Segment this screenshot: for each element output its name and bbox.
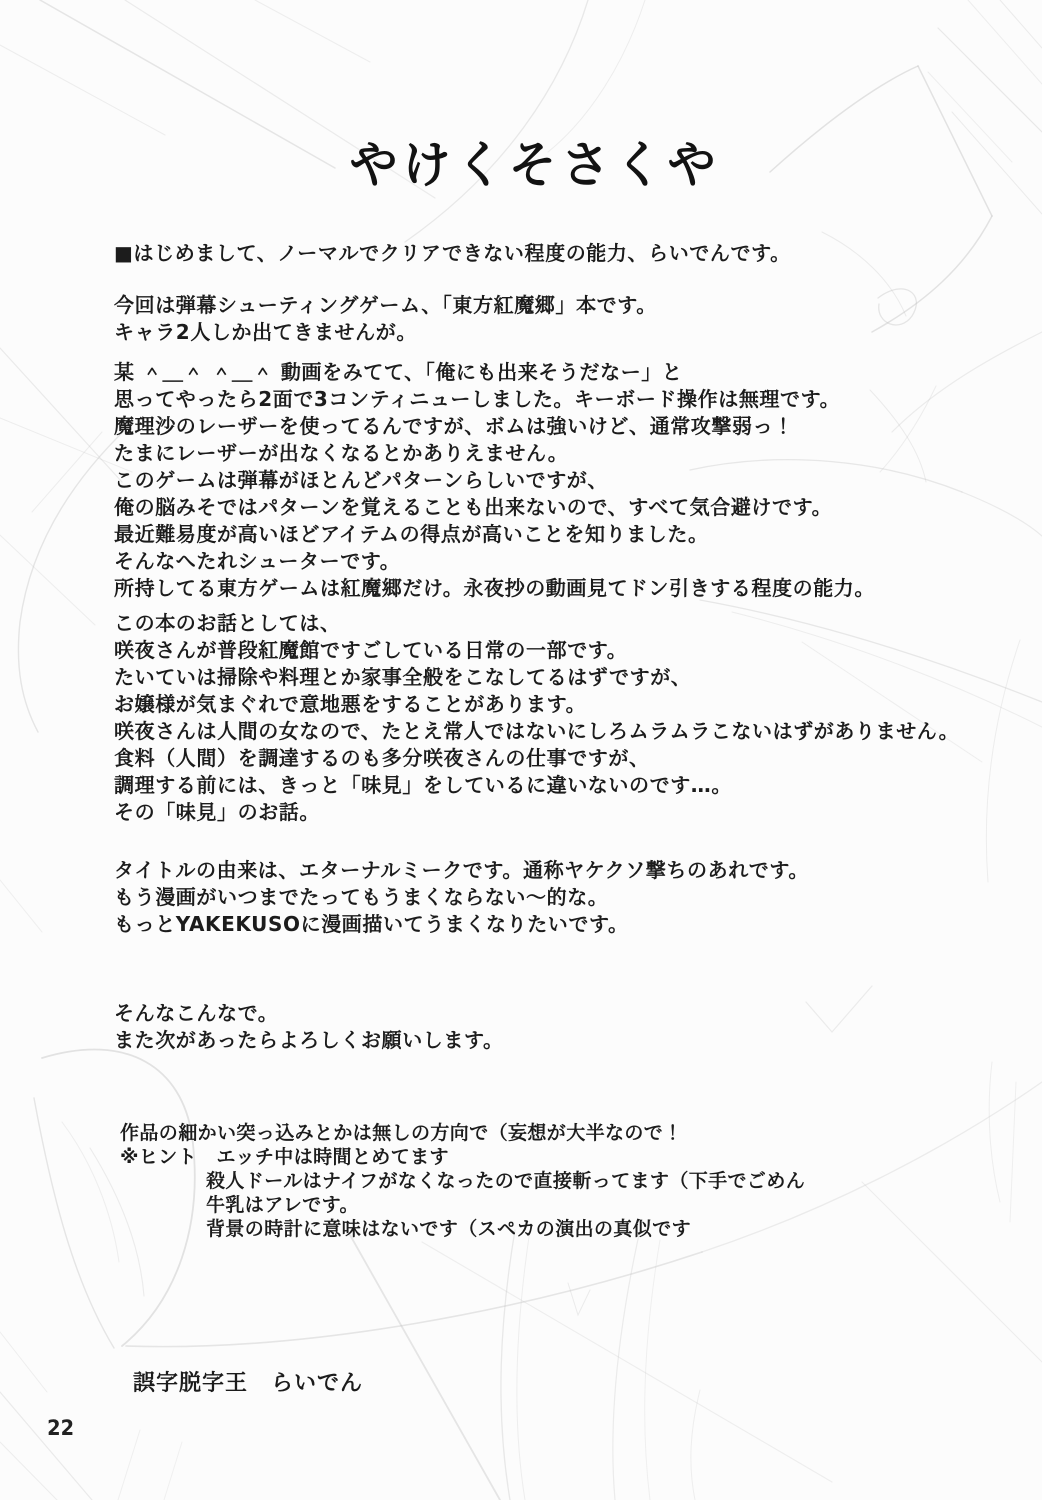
closing-paragraph bbox=[114, 1000, 504, 1054]
text-line: 俺の脳みそではパターンを覚えることも出来ないので、すべて気合避けです。 bbox=[114, 495, 833, 519]
text-line: そんなこんなで。 bbox=[114, 1001, 279, 1025]
book-intro-paragraph bbox=[114, 292, 657, 346]
intro-paragraph bbox=[114, 240, 791, 267]
text-line: 牛乳はアレです。 bbox=[206, 1194, 359, 1216]
text-line: キャラ2人しか出てきませんが。 bbox=[114, 320, 417, 344]
text-line: たいていは掃除や料理とか家事全般をこなしてるはずですが、 bbox=[114, 665, 692, 689]
text-line: 今回は弾幕シューティングゲーム、「東方紅魔郷」本です。 bbox=[114, 293, 657, 317]
text-line: 作品の細かい突っ込みとかは無しの方向で（妄想が大半なので！ bbox=[120, 1122, 683, 1144]
text-line: 所持してる東方ゲームは紅魔郷だけ。永夜抄の動画見てドン引きする程度の能力。 bbox=[114, 576, 875, 600]
text-line: 食料（人間）を調達するのも多分咲夜さんの仕事ですが、 bbox=[114, 746, 650, 770]
page-number: 22 bbox=[47, 1416, 75, 1440]
text-line: また次があったらよろしくお願いします。 bbox=[114, 1028, 504, 1052]
text-line: タイトルの由来は、エターナルミークです。通称ヤケクソ撃ちのあれです。 bbox=[114, 858, 809, 882]
text-line: 背景の時計に意味はないです（スペカの演出の真似です bbox=[206, 1218, 692, 1240]
text-line: ※ヒント エッチ中は時間とめてます bbox=[120, 1146, 449, 1168]
author-credit: 誤字脱字王 らいでん bbox=[133, 1371, 364, 1396]
text-line: ■はじめまして、ノーマルでクリアできない程度の能力、らいでんです。 bbox=[114, 241, 791, 265]
text-line: たまにレーザーが出なくなるとかありえません。 bbox=[114, 441, 569, 465]
page-title: やけくそさくや bbox=[349, 136, 721, 195]
text-line: この本のお話としては、 bbox=[114, 611, 341, 635]
text-line: お嬢様が気まぐれで意地悪をすることがあります。 bbox=[114, 692, 587, 716]
title-origin-paragraph bbox=[114, 857, 809, 938]
hints-notes-block bbox=[120, 1121, 805, 1241]
text-line: 思ってやったら2面で3コンティニューしました。キーボード操作は無理です。 bbox=[114, 387, 841, 411]
text-line: もう漫画がいつまでたってもうまくならない～的な。 bbox=[114, 885, 609, 909]
story-description-paragraph bbox=[114, 610, 959, 826]
text-line: その「味見」のお話。 bbox=[114, 800, 320, 824]
text-line: 咲夜さんが普段紅魔館ですごしている日常の一部です。 bbox=[114, 638, 628, 662]
text-line: もっとYAKEKUSOに漫画描いてうまくなりたいです。 bbox=[114, 912, 629, 936]
text-line: 咲夜さんは人間の女なので、たとえ常人ではないにしろムラムラこないはずがありません。 bbox=[114, 719, 960, 743]
game-experience-paragraph bbox=[114, 359, 875, 602]
text-line: 最近難易度が高いほどアイテムの得点が高いことを知りました。 bbox=[114, 522, 709, 546]
text-line: 殺人ドールはナイフがなくなったので直接斬ってます（下手でごめん bbox=[206, 1170, 806, 1192]
text-line: 調理する前には、きっと「味見」をしているに違いないのです…。 bbox=[114, 773, 732, 797]
text-line: 某 ＾＿＾ ＾＿＾ 動画をみてて、「俺にも出来そうだなー」と bbox=[114, 360, 683, 384]
text-line: 魔理沙のレーザーを使ってるんですが、ボムは強いけど、通常攻撃弱っ！ bbox=[114, 414, 794, 438]
text-line: このゲームは弾幕がほとんどパターンらしいですが、 bbox=[114, 468, 608, 492]
text-line: そんなへたれシューターです。 bbox=[114, 549, 401, 573]
